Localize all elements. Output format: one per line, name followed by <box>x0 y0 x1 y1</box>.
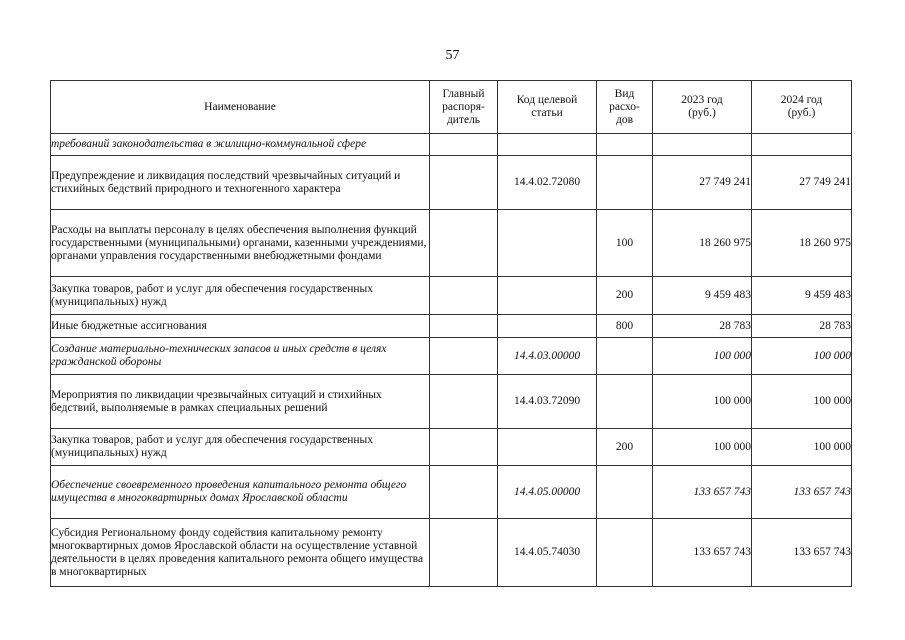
row-2023: 28 783 <box>653 315 752 338</box>
table-row <box>51 375 852 429</box>
row-code: 14.4.05.00000 <box>498 466 597 519</box>
row-2024: 9 459 483 <box>752 277 852 315</box>
row-name: Создание материально-технических запасов и иных средств в целях гражданской обороны <box>51 338 430 375</box>
row-2023: 18 260 975 <box>653 210 752 277</box>
header-glav: Главный распоря- дитель <box>430 81 498 134</box>
row-2023: 100 000 <box>653 429 752 466</box>
header-2023: 2023 год (руб.) <box>653 81 752 134</box>
row-2024 <box>752 134 852 156</box>
row-2023 <box>653 134 752 156</box>
row-2024: 100 000 <box>752 338 852 375</box>
row-code <box>498 429 597 466</box>
row-code <box>498 315 597 338</box>
row-vid <box>597 134 653 156</box>
row-code: 14.4.02.72080 <box>498 156 597 210</box>
row-name: Мероприятия по ликвидации чрезвычайных ситуаций и стихийных бедствий, выполняемые в рамках специальных решений <box>51 375 430 429</box>
row-glav <box>430 519 498 587</box>
row-2024: 18 260 975 <box>752 210 852 277</box>
row-name: Закупка товаров, работ и услуг для обеспечения государственных (муниципальных) нужд <box>51 429 430 466</box>
table-row <box>51 134 852 156</box>
row-glav <box>430 210 498 277</box>
row-2024: 133 657 743 <box>752 519 852 587</box>
row-name: Иные бюджетные ассигнования <box>51 315 430 338</box>
header-code: Код целевой статьи <box>498 81 597 134</box>
row-glav <box>430 134 498 156</box>
row-name: Расходы на выплаты персоналу в целях обеспечения выполнения функций государственными (муниципальными) органами, казенными учреждениями, органами управления государственными внебюджетными фондами <box>51 210 430 277</box>
row-2023: 100 000 <box>653 375 752 429</box>
row-vid <box>597 338 653 375</box>
row-vid: 100 <box>597 210 653 277</box>
row-code <box>498 210 597 277</box>
row-glav <box>430 375 498 429</box>
row-vid: 800 <box>597 315 653 338</box>
row-2024: 100 000 <box>752 375 852 429</box>
row-2024: 133 657 743 <box>752 466 852 519</box>
row-vid <box>597 156 653 210</box>
header-vid: Вид расхо- дов <box>597 81 653 134</box>
row-2024: 27 749 241 <box>752 156 852 210</box>
row-2024: 100 000 <box>752 429 852 466</box>
row-glav <box>430 277 498 315</box>
row-code <box>498 277 597 315</box>
row-2023: 133 657 743 <box>653 519 752 587</box>
row-name: требований законодательства в жилищно-коммунальной сфере <box>51 134 430 156</box>
page-number: 57 <box>445 48 460 63</box>
row-vid <box>597 375 653 429</box>
row-name: Предупреждение и ликвидация последствий чрезвычайных ситуаций и стихийных бедствий природного и техногенного характера <box>51 156 430 210</box>
row-name: Закупка товаров, работ и услуг для обеспечения государственных (муниципальных) нужд <box>51 277 430 315</box>
table-row <box>51 156 852 210</box>
row-glav <box>430 466 498 519</box>
row-name: Субсидия Региональному фонду содействия капитальному ремонту многоквартирных домов Ярославской области на осуществление уставной деятельности в целях проведения капитального ремонта общего имущества в многоквартирных <box>51 519 430 587</box>
row-2023: 9 459 483 <box>653 277 752 315</box>
row-vid <box>597 519 653 587</box>
table-row <box>51 338 852 375</box>
table-row <box>51 519 852 587</box>
row-2023: 100 000 <box>653 338 752 375</box>
row-glav <box>430 338 498 375</box>
row-vid: 200 <box>597 429 653 466</box>
table-header-row <box>51 81 852 134</box>
row-glav <box>430 156 498 210</box>
row-glav <box>430 315 498 338</box>
table-row <box>51 466 852 519</box>
row-2023: 133 657 743 <box>653 466 752 519</box>
header-name: Наименование <box>51 81 430 134</box>
table-row <box>51 277 852 315</box>
row-vid <box>597 466 653 519</box>
budget-table <box>50 80 852 587</box>
table-row <box>51 429 852 466</box>
row-name: Обеспечение своевременного проведения капитального ремонта общего имущества в многоквартирных домах Ярославской области <box>51 466 430 519</box>
row-2024: 28 783 <box>752 315 852 338</box>
table-row <box>51 210 852 277</box>
row-code: 14.4.03.00000 <box>498 338 597 375</box>
row-glav <box>430 429 498 466</box>
row-code <box>498 134 597 156</box>
row-code: 14.4.03.72090 <box>498 375 597 429</box>
row-code: 14.4.05.74030 <box>498 519 597 587</box>
table-row <box>51 315 852 338</box>
row-2023: 27 749 241 <box>653 156 752 210</box>
row-vid: 200 <box>597 277 653 315</box>
header-2024: 2024 год (руб.) <box>752 81 852 134</box>
